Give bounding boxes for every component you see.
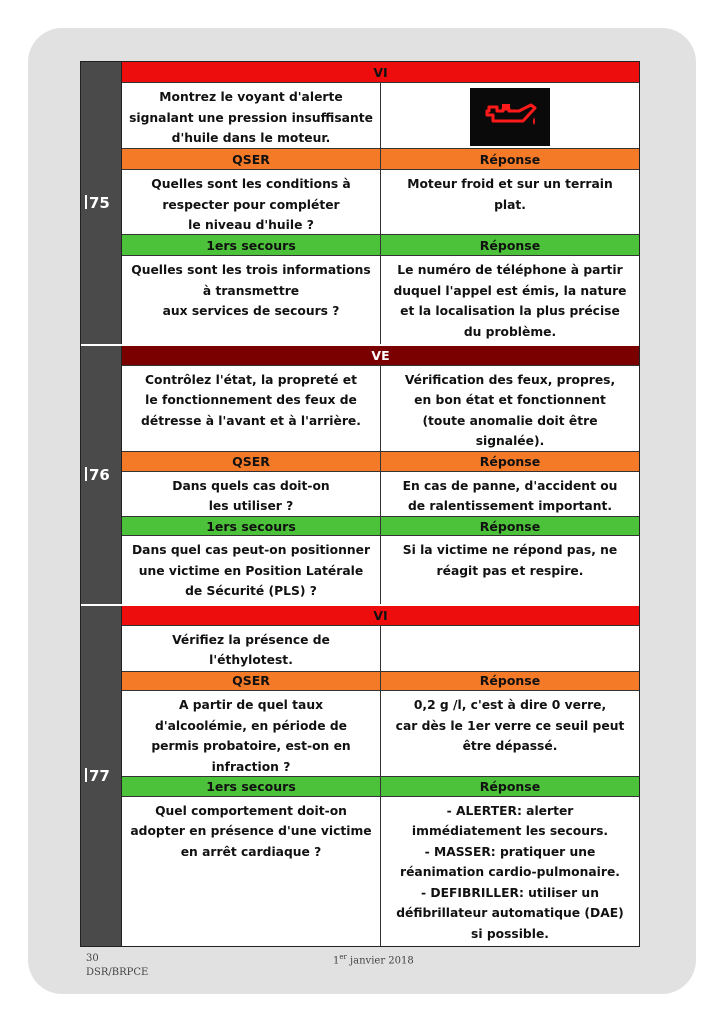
qser-row [122, 472, 639, 517]
qser-header-row [122, 672, 639, 692]
qser-row [122, 691, 639, 777]
check-type-header: VI [122, 62, 639, 83]
vehicle-check-answer: Vérification des feux, propres, en bon état et fonctionnent (toute anomalie doit être signalée). [404, 372, 616, 449]
first-aid-question: Quel comportement doit-on adopter en présence d'une victime en arrêt cardiaque ? [122, 797, 381, 947]
footer-date [333, 953, 414, 966]
vehicle-check-question: Montrez le voyant d'alerte signalant une pression insuffisante d'huile dans le moteur. [122, 83, 381, 148]
first-aid-header-row [122, 777, 639, 797]
vehicle-check-row [122, 83, 639, 149]
qser-header-row [122, 149, 639, 170]
qser-question: A partir de quel taux d'alcoolémie, en période de permis probatoire, est-on en infraction ? [122, 691, 381, 776]
oil-pressure-warning-icon [470, 88, 550, 146]
qser-answer: En cas de panne, d'accident ou de ralentissement important. [402, 478, 618, 514]
qser-header-row [122, 452, 639, 472]
qser-response-label: Réponse [381, 672, 639, 691]
first-aid-header-row [122, 517, 639, 537]
footer-org: DSR/BRPCE [86, 967, 149, 978]
qser-label: QSER [122, 149, 381, 169]
first-aid-row [122, 797, 639, 947]
first-aid-row [122, 256, 639, 344]
first-aid-response-label: Réponse [381, 777, 639, 796]
qser-row [122, 170, 639, 235]
first-aid-answer: Le numéro de téléphone à partir duquel l'appel est émis, la nature et la localisation la plus précise du problème. [393, 263, 627, 339]
footer-date-day: 1 [333, 955, 340, 967]
qser-question: Quelles sont les conditions à respecter pour compléter le niveau d'huile ? [122, 170, 381, 234]
vehicle-check-question: Contrôlez l'état, la propreté et le fonctionnement des feux de détresse à l'avant et à l'arrière. [122, 366, 381, 451]
qser-label: QSER [122, 452, 381, 471]
first-aid-question: Quelles sont les trois informations à transmettre aux services de secours ? [122, 256, 381, 344]
qser-label: QSER [122, 672, 381, 691]
vehicle-check-row [122, 366, 639, 452]
question-block-76 [81, 346, 639, 604]
vehicle-check-row [122, 626, 639, 672]
first-aid-header-row [122, 235, 639, 256]
qser-answer: 0,2 g /l, c'est à dire 0 verre, car dès le 1er verre ce seuil peut être dépassé. [395, 698, 625, 753]
first-aid-response-label: Réponse [381, 235, 639, 255]
first-aid-answer: - ALERTER: alerter immédiatement les secours. - MASSER: pratiquer une réanimation cardio-pulmonaire. - DEFIBRILLER: utiliser un défibrillateur automatique (DAE) si possible. [396, 803, 624, 941]
qser-question: Dans quels cas doit-on les utiliser ? [122, 472, 381, 516]
first-aid-label: 1ers secours [122, 777, 381, 796]
qser-answer: Moteur froid et sur un terrain plat. [407, 177, 613, 212]
check-type-header: VE [122, 346, 639, 366]
first-aid-row [122, 536, 639, 604]
first-aid-response-label: Réponse [381, 517, 639, 536]
page-number: 30 [86, 953, 99, 964]
vehicle-check-answer [381, 626, 639, 671]
block-number: 75 [81, 62, 121, 344]
block-number: 76 [81, 346, 121, 604]
vehicle-check-question: Vérifiez la présence de l'éthylotest. [122, 626, 381, 671]
question-block-75 [81, 62, 639, 344]
footer-date-sup: er [339, 953, 347, 961]
question-block-77 [81, 606, 639, 946]
check-type-header: VI [122, 606, 639, 626]
first-aid-answer: Si la victime ne répond pas, ne réagit pas et respire. [402, 543, 618, 578]
footer-date-rest: janvier 2018 [346, 955, 414, 967]
qser-response-label: Réponse [381, 452, 639, 471]
block-number: 77 [81, 606, 121, 946]
qser-response-label: Réponse [381, 149, 639, 169]
first-aid-label: 1ers secours [122, 235, 381, 255]
first-aid-question: Dans quel cas peut-on positionner une victime en Position Latérale de Sécurité (PLS) ? [122, 536, 381, 604]
first-aid-label: 1ers secours [122, 517, 381, 536]
question-sheet [80, 61, 640, 947]
vehicle-check-answer [381, 83, 639, 148]
